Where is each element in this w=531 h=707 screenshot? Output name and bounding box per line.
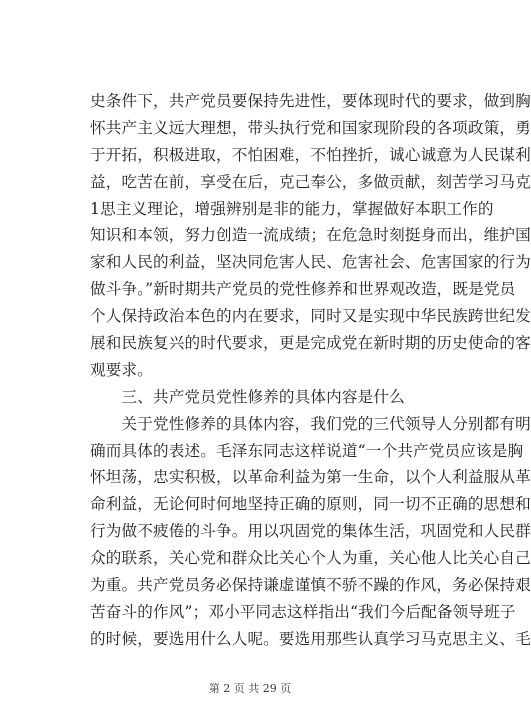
text-line: 史条件下，共产党员要保持先进性，要体现时代的要求，做到胸 bbox=[90, 92, 531, 110]
text-line: 确而具体的表述。毛泽东同志这样说道“一个共产党员应该是胸 bbox=[90, 441, 524, 460]
text-line: 关于党性修养的具体内容，我们党的三代领导人分别都有明 bbox=[90, 414, 531, 433]
text-line: 展和民族复兴的时代要求，更是完成党在新时期的历史使命的客 bbox=[90, 334, 531, 353]
text-line: 为重。共产党员务必保持谦虚谨慎不骄不躁的作风，务必保持艰 bbox=[90, 576, 531, 595]
text-line: 1思主义理论，增强辨别是非的能力，掌握做好本职工作的 bbox=[90, 199, 494, 218]
text-line: 观要求。 bbox=[90, 360, 153, 379]
text-line: 个人保持政治本色的内在要求，同时又是实现中华民族跨世纪发 bbox=[90, 307, 531, 326]
text-line: 的时候，要选用什么人呢。要选用那些认真学习马克思主义、毛 bbox=[90, 629, 531, 648]
text-line: 众的联系，关心党和群众比关心个人为重，关心他人比关心自己 bbox=[90, 549, 531, 568]
text-line: 于开拓，积极进取，不怕困难，不怕挫折，诚心诚意为人民谋利 bbox=[90, 145, 531, 164]
page-number-footer: 第 2 页 共 29 页 bbox=[208, 682, 292, 695]
text-line: 益，吃苦在前，享受在后，克己奉公，多做贡献，刻苦学习马克 bbox=[90, 172, 531, 191]
section-heading: 三、共产党员党性修养的具体内容是什么 bbox=[90, 387, 405, 406]
text-line: 做斗争。”新时期共产党员的党性修养和世界观改造，既是党员 bbox=[90, 280, 516, 299]
text-line: 怀共产主义远大理想，带头执行党和国家现阶段的各项政策，勇 bbox=[90, 118, 531, 137]
text-line: 知识和本领，努力创造一流成绩；在危急时刻挺身而出，维护国 bbox=[90, 226, 531, 245]
text-line: 苦奋斗的作风”；邓小平同志这样指出“我们今后配备领导班子 bbox=[90, 602, 516, 621]
text-line: 命利益，无论何时何地坚持正确的原则，同一切不正确的思想和 bbox=[90, 495, 531, 514]
text-line: 家和人民的利益，坚决同危害人民、危害社会、危害国家的行为 bbox=[90, 253, 531, 272]
text-line: 怀坦荡，忠实积极，以革命利益为第一生命，以个人利益服从革 bbox=[90, 468, 531, 487]
document-body bbox=[90, 88, 531, 653]
text-line: 行为做不疲倦的斗争。用以巩固党的集体生活，巩固党和人民群 bbox=[90, 522, 531, 541]
